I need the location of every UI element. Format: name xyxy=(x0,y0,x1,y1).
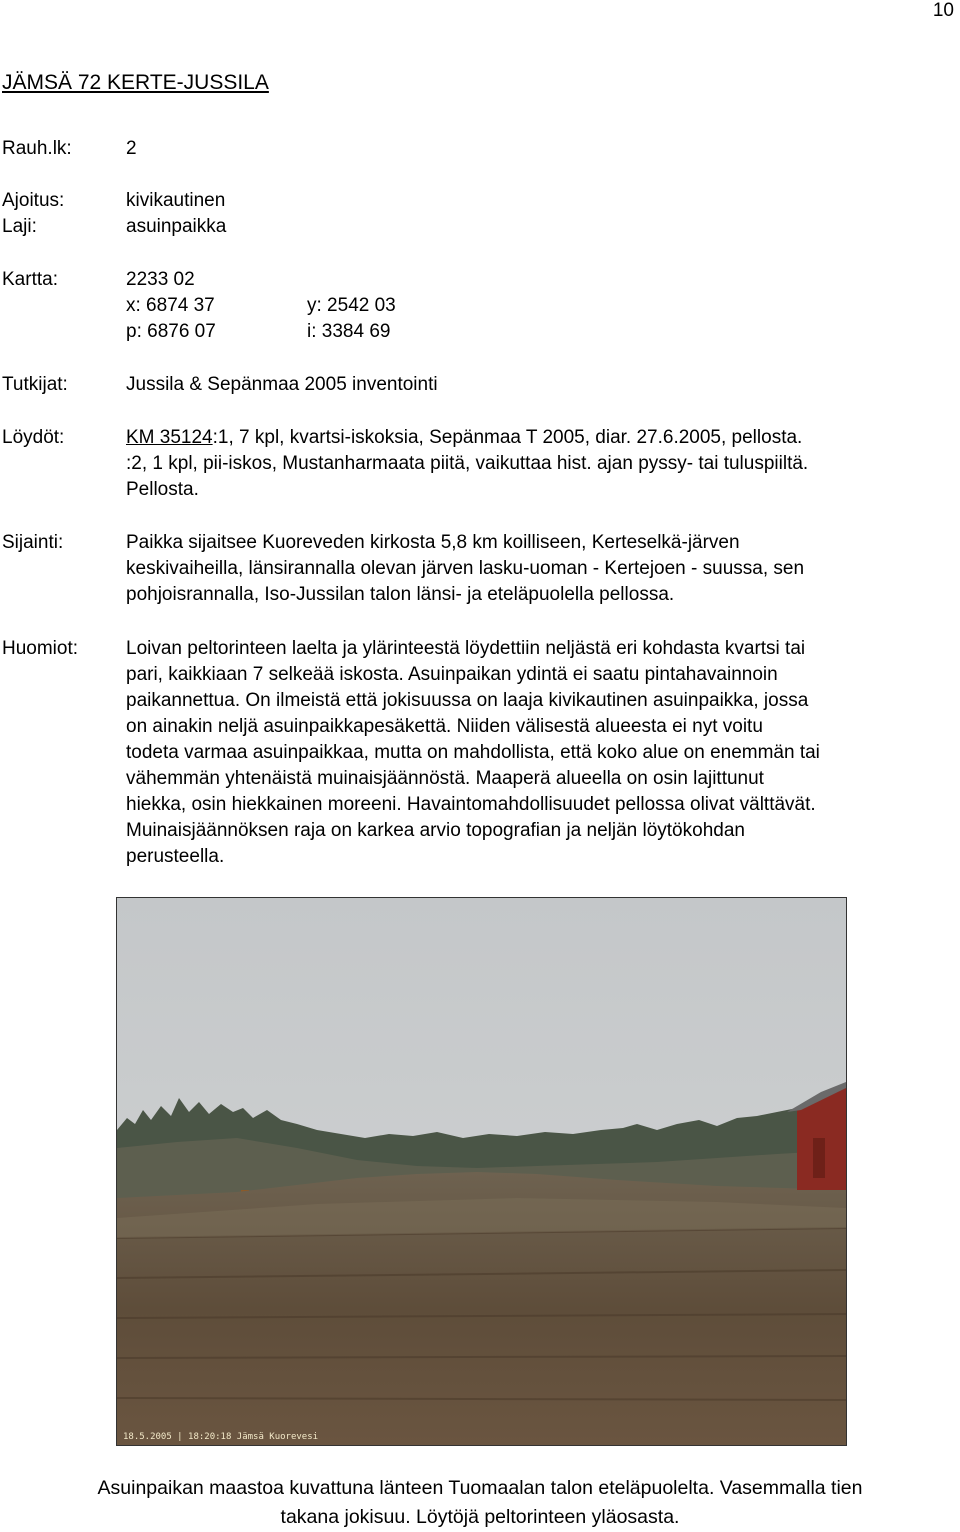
laji-value: asuinpaikka xyxy=(126,216,227,237)
photo-caption xyxy=(0,1474,960,1532)
huomiot-line: perusteella. xyxy=(126,846,225,867)
tutkijat-label: Tutkijat: xyxy=(2,374,68,395)
rauhlk-label: Rauh.lk: xyxy=(2,138,72,159)
huomiot-line: todeta varmaa asuinpaikkaa, mutta on mahdollista, että koko alue on enemmän tai xyxy=(126,742,820,763)
page-number: 10 xyxy=(932,0,954,21)
loydot-line-1 xyxy=(126,425,802,451)
sijainti-label: Sijainti: xyxy=(2,532,64,553)
huomiot-text xyxy=(126,636,960,870)
kartta-p: p: 6876 07 xyxy=(126,321,216,342)
ajoitus-value: kivikautinen xyxy=(126,190,226,211)
sijainti-line: Paikka sijaitsee Kuoreveden kirkosta 5,8 km koilliseen, Kerteselkä-järven xyxy=(126,532,740,553)
caption-line: takana jokisuu. Löytöjä peltorinteen yläosasta. xyxy=(280,1506,680,1528)
huomiot-line: Muinaisjäännöksen raja on karkea arvio topografian ja neljän löytökohdan xyxy=(126,820,745,841)
huomiot-line: on ainakin neljä asuinpaikkapesäkettä. Niiden välisestä alueesta ei nyt voitu xyxy=(126,716,763,737)
kartta-x: x: 6874 37 xyxy=(126,295,215,316)
photo-timestamp: 18.5.2005 | 18:20:18 Jämsä Kuorevesi xyxy=(123,1432,319,1442)
huomiot-line: pari, kaikkiaan 7 selkeää iskosta. Asuinpaikan ydintä ei saatu pintahavainnoin xyxy=(126,664,778,685)
rauhlk-value: 2 xyxy=(126,138,137,159)
huomiot-line: hiekka, osin hiekkainen moreeni. Havaintomahdollisuudet pellossa olivat välttävät. xyxy=(126,794,816,815)
sijainti-text xyxy=(126,530,960,608)
caption-line: Asuinpaikan maastoa kuvattuna länteen Tuomaalan talon eteläpuolelta. Vasemmalla tien xyxy=(97,1477,863,1499)
barn-door xyxy=(813,1138,825,1178)
km-number: KM 35124 xyxy=(126,427,213,448)
loydot-line-3: Pellosta. xyxy=(126,479,199,500)
kartta-label: Kartta: xyxy=(2,269,58,290)
ajoitus-label: Ajoitus: xyxy=(2,190,65,211)
laji-label: Laji: xyxy=(2,216,37,237)
huomiot-line: paikannettua. On ilmeistä että jokisuussa on laaja kivikautinen asuinpaikka, jossa xyxy=(126,690,809,711)
sijainti-line: pohjoisrannalla, Iso-Jussilan talon länsi- ja eteläpuolella pellossa. xyxy=(126,584,675,605)
kartta-value: 2233 02 xyxy=(126,269,195,290)
landscape-illustration xyxy=(117,898,846,1445)
huomiot-line: vähemmän yhtenäistä muinaisjäännöstä. Maaperä alueella on osin lajittunut xyxy=(126,768,764,789)
sijainti-line: keskivaiheilla, länsirannalla olevan järven lasku-uoman - Kertejoen - suussa, sen xyxy=(126,558,805,579)
loydot-line-2: :2, 1 kpl, pii-iskos, Mustanharmaata piitä, vaikuttaa hist. ajan pyssy- tai tuluspiiltä. xyxy=(126,453,809,474)
kartta-i: i: 3384 69 xyxy=(307,321,391,342)
landscape-photo xyxy=(116,897,847,1446)
kartta-y: y: 2542 03 xyxy=(307,295,396,316)
huomiot-line: Loivan peltorinteen laelta ja ylärinteestä löydettiin neljästä eri kohdasta kvartsi tai xyxy=(126,638,806,659)
tutkijat-value: Jussila & Sepänmaa 2005 inventointi xyxy=(126,374,438,395)
loydot-line-1-rest: :1, 7 kpl, kvartsi-iskoksia, Sepänmaa T 2005, diar. 27.6.2005, pellosta. xyxy=(212,427,803,448)
huomiot-label: Huomiot: xyxy=(2,638,79,659)
loydot-label: Löydöt: xyxy=(2,427,65,448)
page-title: JÄMSÄ 72 KERTE-JUSSILA xyxy=(2,71,269,94)
